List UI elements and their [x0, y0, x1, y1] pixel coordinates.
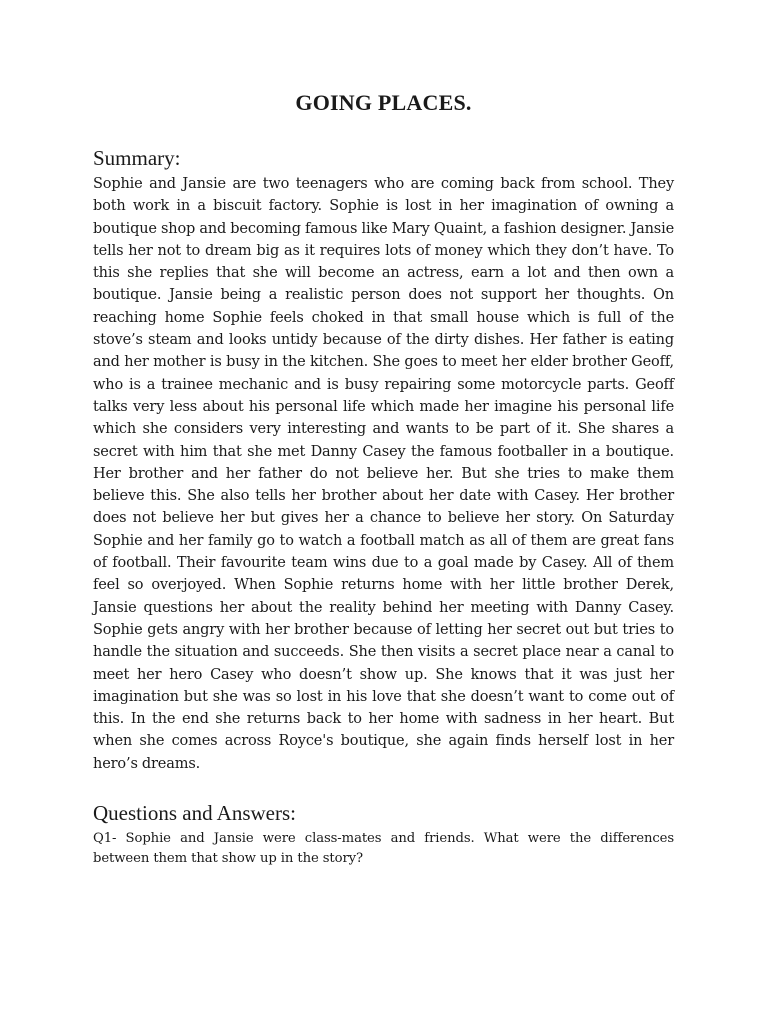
- qa-heading: Questions and Answers:: [93, 801, 296, 826]
- summary-paragraph: Sophie and Jansie are two teenagers who are coming back from school. They both work in a biscuit factory. Sophie is lost in her imagination of owning a boutique shop and becoming famous like Mary Quaint, a fashion designer. Jansie tells her not to dream big as it requires lots of money which they don’t have. To this she replies that she will become an actress, earn a lot and then own a boutique. Jansie being a realistic person does not support her thoughts. On reaching home Sophie feels choked in that small house which is full of the stove’s steam and looks untidy because of the dirty dishes. Her father is eating and her mother is busy in the kitchen. She goes to meet her elder brother Geoff, who is a trainee mechanic and is busy repairing some motorcycle parts. Geoff talks very less about his personal life which made her imagine his personal life which she considers very interesting and wants to be part of it. She shares a secret with him that she met Danny Casey the famous footballer in a boutique. Her brother and her father do not believe her. But she tries to make them believe this. She also tells her brother about her date with Casey. Her brother does not believe her but gives her a chance to believe her story. On Saturday Sophie and her family go to watch a football match as all of them are great fans of football. Their favourite team wins due to a goal made by Casey. All of them feel so overjoyed. When Sophie returns home with her little brother Derek, Jansie questions her about the reality behind her meeting with Danny Casey. Sophie gets angry with her brother because of letting her secret out but tries to handle the situation and succeeds. She then visits a secret place near a canal to meet her hero Casey who doesn’t show up. She knows that it was just her imagination but she was so lost in his love that she doesn’t want to come out of this. In the end she returns back to her home with sadness in her heart. But when she comes across Royce's boutique, she again finds herself lost in her hero’s dreams.: [93, 176, 674, 772]
- summary-heading: Summary:: [93, 146, 181, 170]
- document-page: [93, 90, 674, 869]
- document-title: GOING PLACES.: [295, 90, 472, 115]
- question-1: Q1- Sophie and Jansie were class-mates and friends. What were the differences between them that show up in the story?: [93, 831, 674, 867]
